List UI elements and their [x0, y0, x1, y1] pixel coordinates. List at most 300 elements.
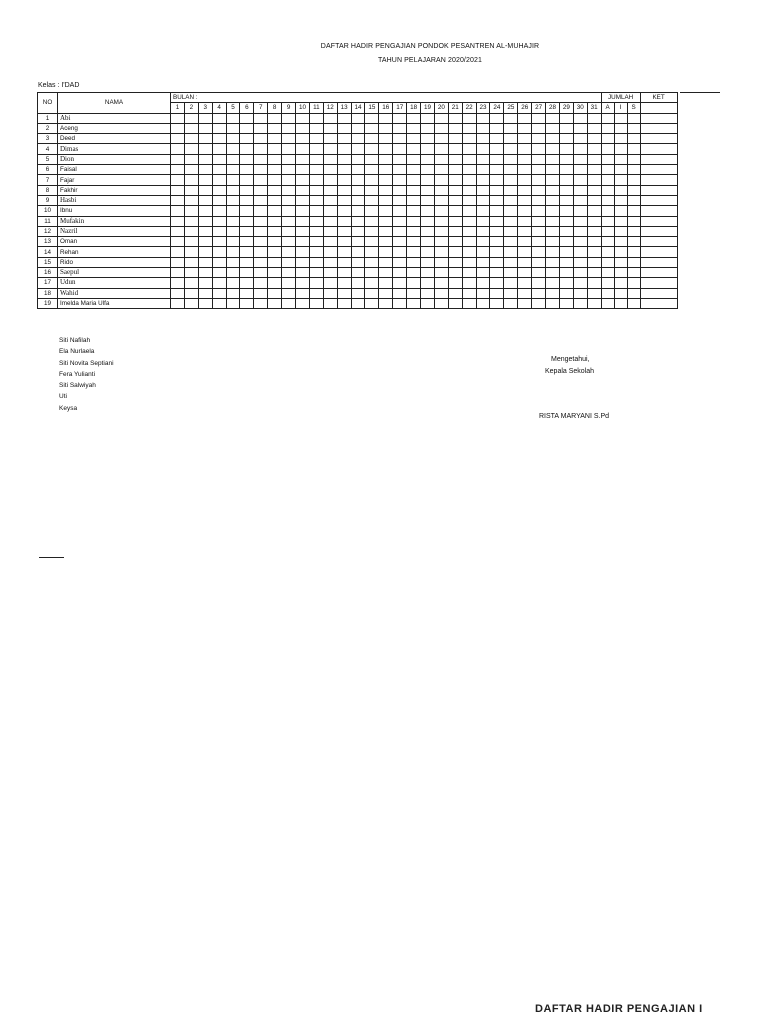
attendance-cell — [448, 185, 462, 195]
attendance-cell — [559, 247, 573, 257]
attendance-cell — [282, 278, 296, 288]
row-number: 16 — [38, 268, 58, 278]
attendance-cell — [407, 134, 421, 144]
day-header: 17 — [393, 103, 407, 113]
total-cell — [627, 134, 640, 144]
note-cell — [640, 288, 677, 298]
attendance-cell — [240, 278, 254, 288]
attendance-cell — [379, 288, 393, 298]
attendance-cell — [379, 206, 393, 216]
attendance-cell — [268, 185, 282, 195]
total-cell — [601, 278, 614, 288]
day-header: 30 — [573, 103, 587, 113]
attendance-cell — [448, 226, 462, 236]
row-number: 18 — [38, 288, 58, 298]
attendance-cell — [393, 144, 407, 154]
note-cell — [640, 206, 677, 216]
attendance-cell — [282, 206, 296, 216]
attendance-cell — [407, 226, 421, 236]
table-row — [38, 123, 678, 133]
row-number: 14 — [38, 247, 58, 257]
row-number: 8 — [38, 185, 58, 195]
attendance-cell — [587, 206, 601, 216]
attendance-cell — [184, 288, 198, 298]
row-number: 9 — [38, 195, 58, 205]
row-number: 11 — [38, 216, 58, 226]
attendance-cell — [379, 175, 393, 185]
row-number: 7 — [38, 175, 58, 185]
attendance-cell — [379, 165, 393, 175]
attendance-cell — [462, 278, 476, 288]
total-cell — [627, 257, 640, 267]
attendance-cell — [476, 288, 490, 298]
attendance-cell — [546, 165, 560, 175]
attendance-cell — [296, 154, 310, 164]
attendance-cell — [476, 175, 490, 185]
attendance-cell — [337, 185, 351, 195]
attendance-cell — [573, 123, 587, 133]
attendance-cell — [393, 298, 407, 308]
total-cell — [601, 247, 614, 257]
total-cell — [614, 195, 627, 205]
extra-name-item: Uti — [59, 393, 67, 401]
attendance-cell — [587, 298, 601, 308]
attendance-cell — [254, 185, 268, 195]
table-row — [38, 288, 678, 298]
attendance-cell — [282, 175, 296, 185]
attendance-cell — [573, 278, 587, 288]
table-row — [38, 257, 678, 267]
attendance-cell — [309, 237, 323, 247]
extra-name-item: Ela Nurlaela — [59, 348, 95, 356]
day-header: 31 — [587, 103, 601, 113]
attendance-cell — [240, 134, 254, 144]
attendance-cell — [226, 134, 240, 144]
attendance-cell — [184, 298, 198, 308]
total-cell — [601, 268, 614, 278]
attendance-cell — [462, 226, 476, 236]
attendance-cell — [171, 268, 185, 278]
attendance-cell — [171, 216, 185, 226]
note-cell — [640, 268, 677, 278]
attendance-cell — [296, 144, 310, 154]
attendance-cell — [434, 134, 448, 144]
attendance-cell — [309, 113, 323, 123]
total-cell — [627, 206, 640, 216]
attendance-cell — [254, 195, 268, 205]
attendance-cell — [504, 288, 518, 298]
attendance-cell — [171, 237, 185, 247]
attendance-cell — [337, 216, 351, 226]
attendance-cell — [587, 278, 601, 288]
attendance-cell — [490, 165, 504, 175]
attendance-cell — [434, 165, 448, 175]
attendance-cell — [171, 144, 185, 154]
attendance-cell — [434, 278, 448, 288]
attendance-cell — [309, 288, 323, 298]
attendance-cell — [184, 206, 198, 216]
table-row — [38, 298, 678, 308]
day-header: 24 — [490, 103, 504, 113]
attendance-cell — [379, 257, 393, 267]
attendance-cell — [532, 278, 546, 288]
attendance-cell — [212, 278, 226, 288]
attendance-cell — [504, 257, 518, 267]
attendance-cell — [184, 175, 198, 185]
total-cell — [627, 237, 640, 247]
attendance-cell — [407, 278, 421, 288]
attendance-cell — [309, 195, 323, 205]
attendance-cell — [546, 237, 560, 247]
note-subcell — [640, 103, 677, 113]
attendance-cell — [282, 216, 296, 226]
extra-name-item: Keysa — [59, 404, 78, 412]
attendance-cell — [476, 113, 490, 123]
attendance-cell — [323, 288, 337, 298]
attendance-cell — [559, 206, 573, 216]
attendance-cell — [351, 113, 365, 123]
note-cell — [640, 123, 677, 133]
day-header: 13 — [337, 103, 351, 113]
attendance-cell — [490, 237, 504, 247]
attendance-cell — [393, 195, 407, 205]
attendance-cell — [504, 123, 518, 133]
attendance-cell — [393, 268, 407, 278]
total-cell — [614, 113, 627, 123]
attendance-cell — [365, 257, 379, 267]
attendance-cell — [351, 175, 365, 185]
attendance-cell — [490, 257, 504, 267]
attendance-cell — [504, 278, 518, 288]
attendance-cell — [337, 113, 351, 123]
attendance-cell — [254, 278, 268, 288]
attendance-cell — [198, 278, 212, 288]
attendance-cell — [518, 226, 532, 236]
attendance-cell — [407, 185, 421, 195]
total-cell — [614, 123, 627, 133]
attendance-cell — [476, 298, 490, 308]
note-cell — [640, 165, 677, 175]
student-name: Oman — [58, 237, 171, 247]
attendance-cell — [532, 298, 546, 308]
total-cell — [627, 268, 640, 278]
attendance-cell — [587, 216, 601, 226]
attendance-cell — [309, 298, 323, 308]
attendance-cell — [296, 175, 310, 185]
row-number: 10 — [38, 206, 58, 216]
total-cell — [601, 165, 614, 175]
attendance-cell — [254, 216, 268, 226]
attendance-cell — [337, 257, 351, 267]
total-cell — [614, 237, 627, 247]
attendance-cell — [365, 154, 379, 164]
total-cell — [601, 134, 614, 144]
attendance-cell — [518, 206, 532, 216]
table-row — [38, 134, 678, 144]
row-number: 15 — [38, 257, 58, 267]
attendance-cell — [240, 206, 254, 216]
attendance-cell — [351, 247, 365, 257]
attendance-cell — [240, 144, 254, 154]
attendance-cell — [268, 154, 282, 164]
attendance-cell — [337, 288, 351, 298]
attendance-cell — [573, 247, 587, 257]
note-header: KET — [640, 93, 677, 103]
attendance-cell — [226, 195, 240, 205]
attendance-cell — [212, 288, 226, 298]
attendance-cell — [268, 175, 282, 185]
day-header: 20 — [434, 103, 448, 113]
attendance-cell — [198, 144, 212, 154]
attendance-cell — [490, 247, 504, 257]
attendance-cell — [240, 247, 254, 257]
note-cell — [640, 134, 677, 144]
attendance-cell — [546, 123, 560, 133]
document-title: DAFTAR HADIR PENGAJIAN PONDOK PESANTREN AL-MUHAJIR — [320, 43, 540, 50]
attendance-cell — [379, 185, 393, 195]
attendance-cell — [504, 247, 518, 257]
attendance-cell — [268, 257, 282, 267]
attendance-cell — [268, 165, 282, 175]
attendance-cell — [546, 288, 560, 298]
attendance-cell — [518, 247, 532, 257]
attendance-cell — [421, 298, 435, 308]
attendance-cell — [171, 165, 185, 175]
attendance-cell — [240, 113, 254, 123]
attendance-cell — [421, 268, 435, 278]
day-header: 1 — [171, 103, 185, 113]
day-header: 12 — [323, 103, 337, 113]
attendance-cell — [518, 144, 532, 154]
attendance-cell — [532, 123, 546, 133]
total-cell — [601, 216, 614, 226]
attendance-cell — [198, 113, 212, 123]
attendance-cell — [421, 237, 435, 247]
attendance-cell — [323, 195, 337, 205]
attendance-cell — [184, 113, 198, 123]
attendance-cell — [296, 185, 310, 195]
attendance-cell — [323, 226, 337, 236]
attendance-cell — [573, 134, 587, 144]
total-cell — [627, 175, 640, 185]
attendance-cell — [282, 237, 296, 247]
attendance-cell — [573, 144, 587, 154]
row-number: 19 — [38, 298, 58, 308]
attendance-cell — [268, 216, 282, 226]
attendance-cell — [184, 257, 198, 267]
attendance-cell — [337, 123, 351, 133]
attendance-cell — [254, 268, 268, 278]
table-row — [38, 175, 678, 185]
attendance-cell — [296, 226, 310, 236]
day-header: 2 — [184, 103, 198, 113]
total-cell — [601, 226, 614, 236]
attendance-cell — [490, 288, 504, 298]
attendance-cell — [421, 216, 435, 226]
attendance-cell — [518, 154, 532, 164]
attendance-cell — [379, 226, 393, 236]
attendance-cell — [212, 268, 226, 278]
attendance-cell — [379, 216, 393, 226]
attendance-cell — [337, 268, 351, 278]
attendance-cell — [532, 134, 546, 144]
attendance-cell — [351, 226, 365, 236]
attendance-cell — [171, 206, 185, 216]
attendance-cell — [448, 278, 462, 288]
attendance-cell — [171, 257, 185, 267]
attendance-cell — [198, 123, 212, 133]
attendance-cell — [268, 123, 282, 133]
day-header: 22 — [462, 103, 476, 113]
total-cell — [601, 237, 614, 247]
attendance-cell — [184, 226, 198, 236]
attendance-cell — [407, 237, 421, 247]
attendance-cell — [504, 237, 518, 247]
row-number: 13 — [38, 237, 58, 247]
attendance-cell — [296, 134, 310, 144]
attendance-cell — [462, 195, 476, 205]
attendance-cell — [309, 154, 323, 164]
attendance-cell — [532, 195, 546, 205]
attendance-cell — [393, 257, 407, 267]
attendance-cell — [504, 185, 518, 195]
attendance-cell — [573, 165, 587, 175]
attendance-cell — [573, 113, 587, 123]
attendance-cell — [434, 237, 448, 247]
day-header: 10 — [296, 103, 310, 113]
note-cell — [640, 185, 677, 195]
attendance-cell — [212, 206, 226, 216]
attendance-cell — [407, 165, 421, 175]
attendance-cell — [296, 206, 310, 216]
total-cell — [601, 175, 614, 185]
attendance-cell — [546, 134, 560, 144]
attendance-cell — [351, 257, 365, 267]
attendance-cell — [476, 268, 490, 278]
attendance-cell — [171, 226, 185, 236]
attendance-cell — [448, 113, 462, 123]
attendance-cell — [309, 175, 323, 185]
attendance-cell — [518, 175, 532, 185]
attendance-cell — [240, 216, 254, 226]
attendance-cell — [323, 134, 337, 144]
attendance-cell — [337, 278, 351, 288]
no-header: NO — [38, 93, 58, 114]
attendance-cell — [212, 195, 226, 205]
attendance-cell — [504, 113, 518, 123]
attendance-cell — [240, 226, 254, 236]
total-cell — [601, 195, 614, 205]
attendance-cell — [559, 175, 573, 185]
row-number: 5 — [38, 154, 58, 164]
attendance-cell — [434, 268, 448, 278]
attendance-cell — [198, 216, 212, 226]
day-header: 16 — [379, 103, 393, 113]
attendance-cell — [448, 195, 462, 205]
attendance-cell — [546, 298, 560, 308]
acknowledged-label: Mengetahui, — [551, 356, 590, 363]
attendance-cell — [587, 195, 601, 205]
attendance-cell — [171, 288, 185, 298]
table-row — [38, 185, 678, 195]
attendance-cell — [518, 298, 532, 308]
attendance-cell — [379, 278, 393, 288]
attendance-cell — [184, 278, 198, 288]
attendance-cell — [476, 278, 490, 288]
attendance-cell — [365, 247, 379, 257]
attendance-cell — [476, 144, 490, 154]
attendance-cell — [309, 268, 323, 278]
attendance-cell — [379, 134, 393, 144]
attendance-cell — [254, 175, 268, 185]
next-page-title: DAFTAR HADIR PENGAJIAN I — [535, 1003, 703, 1015]
attendance-cell — [198, 195, 212, 205]
attendance-cell — [309, 123, 323, 133]
day-header: 27 — [532, 103, 546, 113]
attendance-cell — [546, 247, 560, 257]
student-name: Deed — [58, 134, 171, 144]
attendance-cell — [351, 123, 365, 133]
total-cell — [627, 278, 640, 288]
attendance-cell — [212, 134, 226, 144]
attendance-cell — [407, 216, 421, 226]
attendance-cell — [351, 237, 365, 247]
attendance-cell — [476, 165, 490, 175]
attendance-cell — [434, 195, 448, 205]
attendance-cell — [421, 144, 435, 154]
extra-name-item: Siti Novita Septiani — [59, 359, 114, 367]
attendance-cell — [462, 257, 476, 267]
attendance-cell — [212, 185, 226, 195]
attendance-cell — [462, 144, 476, 154]
attendance-cell — [393, 165, 407, 175]
student-name: Ibnu — [58, 206, 171, 216]
attendance-cell — [309, 216, 323, 226]
attendance-cell — [212, 165, 226, 175]
attendance-cell — [254, 288, 268, 298]
attendance-cell — [254, 113, 268, 123]
short-rule — [39, 557, 64, 558]
attendance-cell — [532, 206, 546, 216]
attendance-cell — [351, 144, 365, 154]
attendance-cell — [393, 154, 407, 164]
attendance-cell — [532, 216, 546, 226]
note-cell — [640, 257, 677, 267]
attendance-cell — [490, 123, 504, 133]
attendance-cell — [476, 134, 490, 144]
attendance-cell — [476, 123, 490, 133]
attendance-cell — [504, 226, 518, 236]
attendance-cell — [504, 144, 518, 154]
day-header: 14 — [351, 103, 365, 113]
attendance-cell — [351, 268, 365, 278]
table-row — [38, 195, 678, 205]
day-header: 28 — [546, 103, 560, 113]
attendance-cell — [532, 185, 546, 195]
attendance-cell — [226, 123, 240, 133]
attendance-cell — [462, 113, 476, 123]
attendance-cell — [546, 278, 560, 288]
total-cell — [614, 268, 627, 278]
attendance-cell — [240, 298, 254, 308]
attendance-cell — [393, 123, 407, 133]
attendance-cell — [323, 113, 337, 123]
attendance-cell — [171, 113, 185, 123]
attendance-cell — [421, 278, 435, 288]
attendance-cell — [212, 144, 226, 154]
attendance-cell — [282, 247, 296, 257]
attendance-cell — [393, 216, 407, 226]
